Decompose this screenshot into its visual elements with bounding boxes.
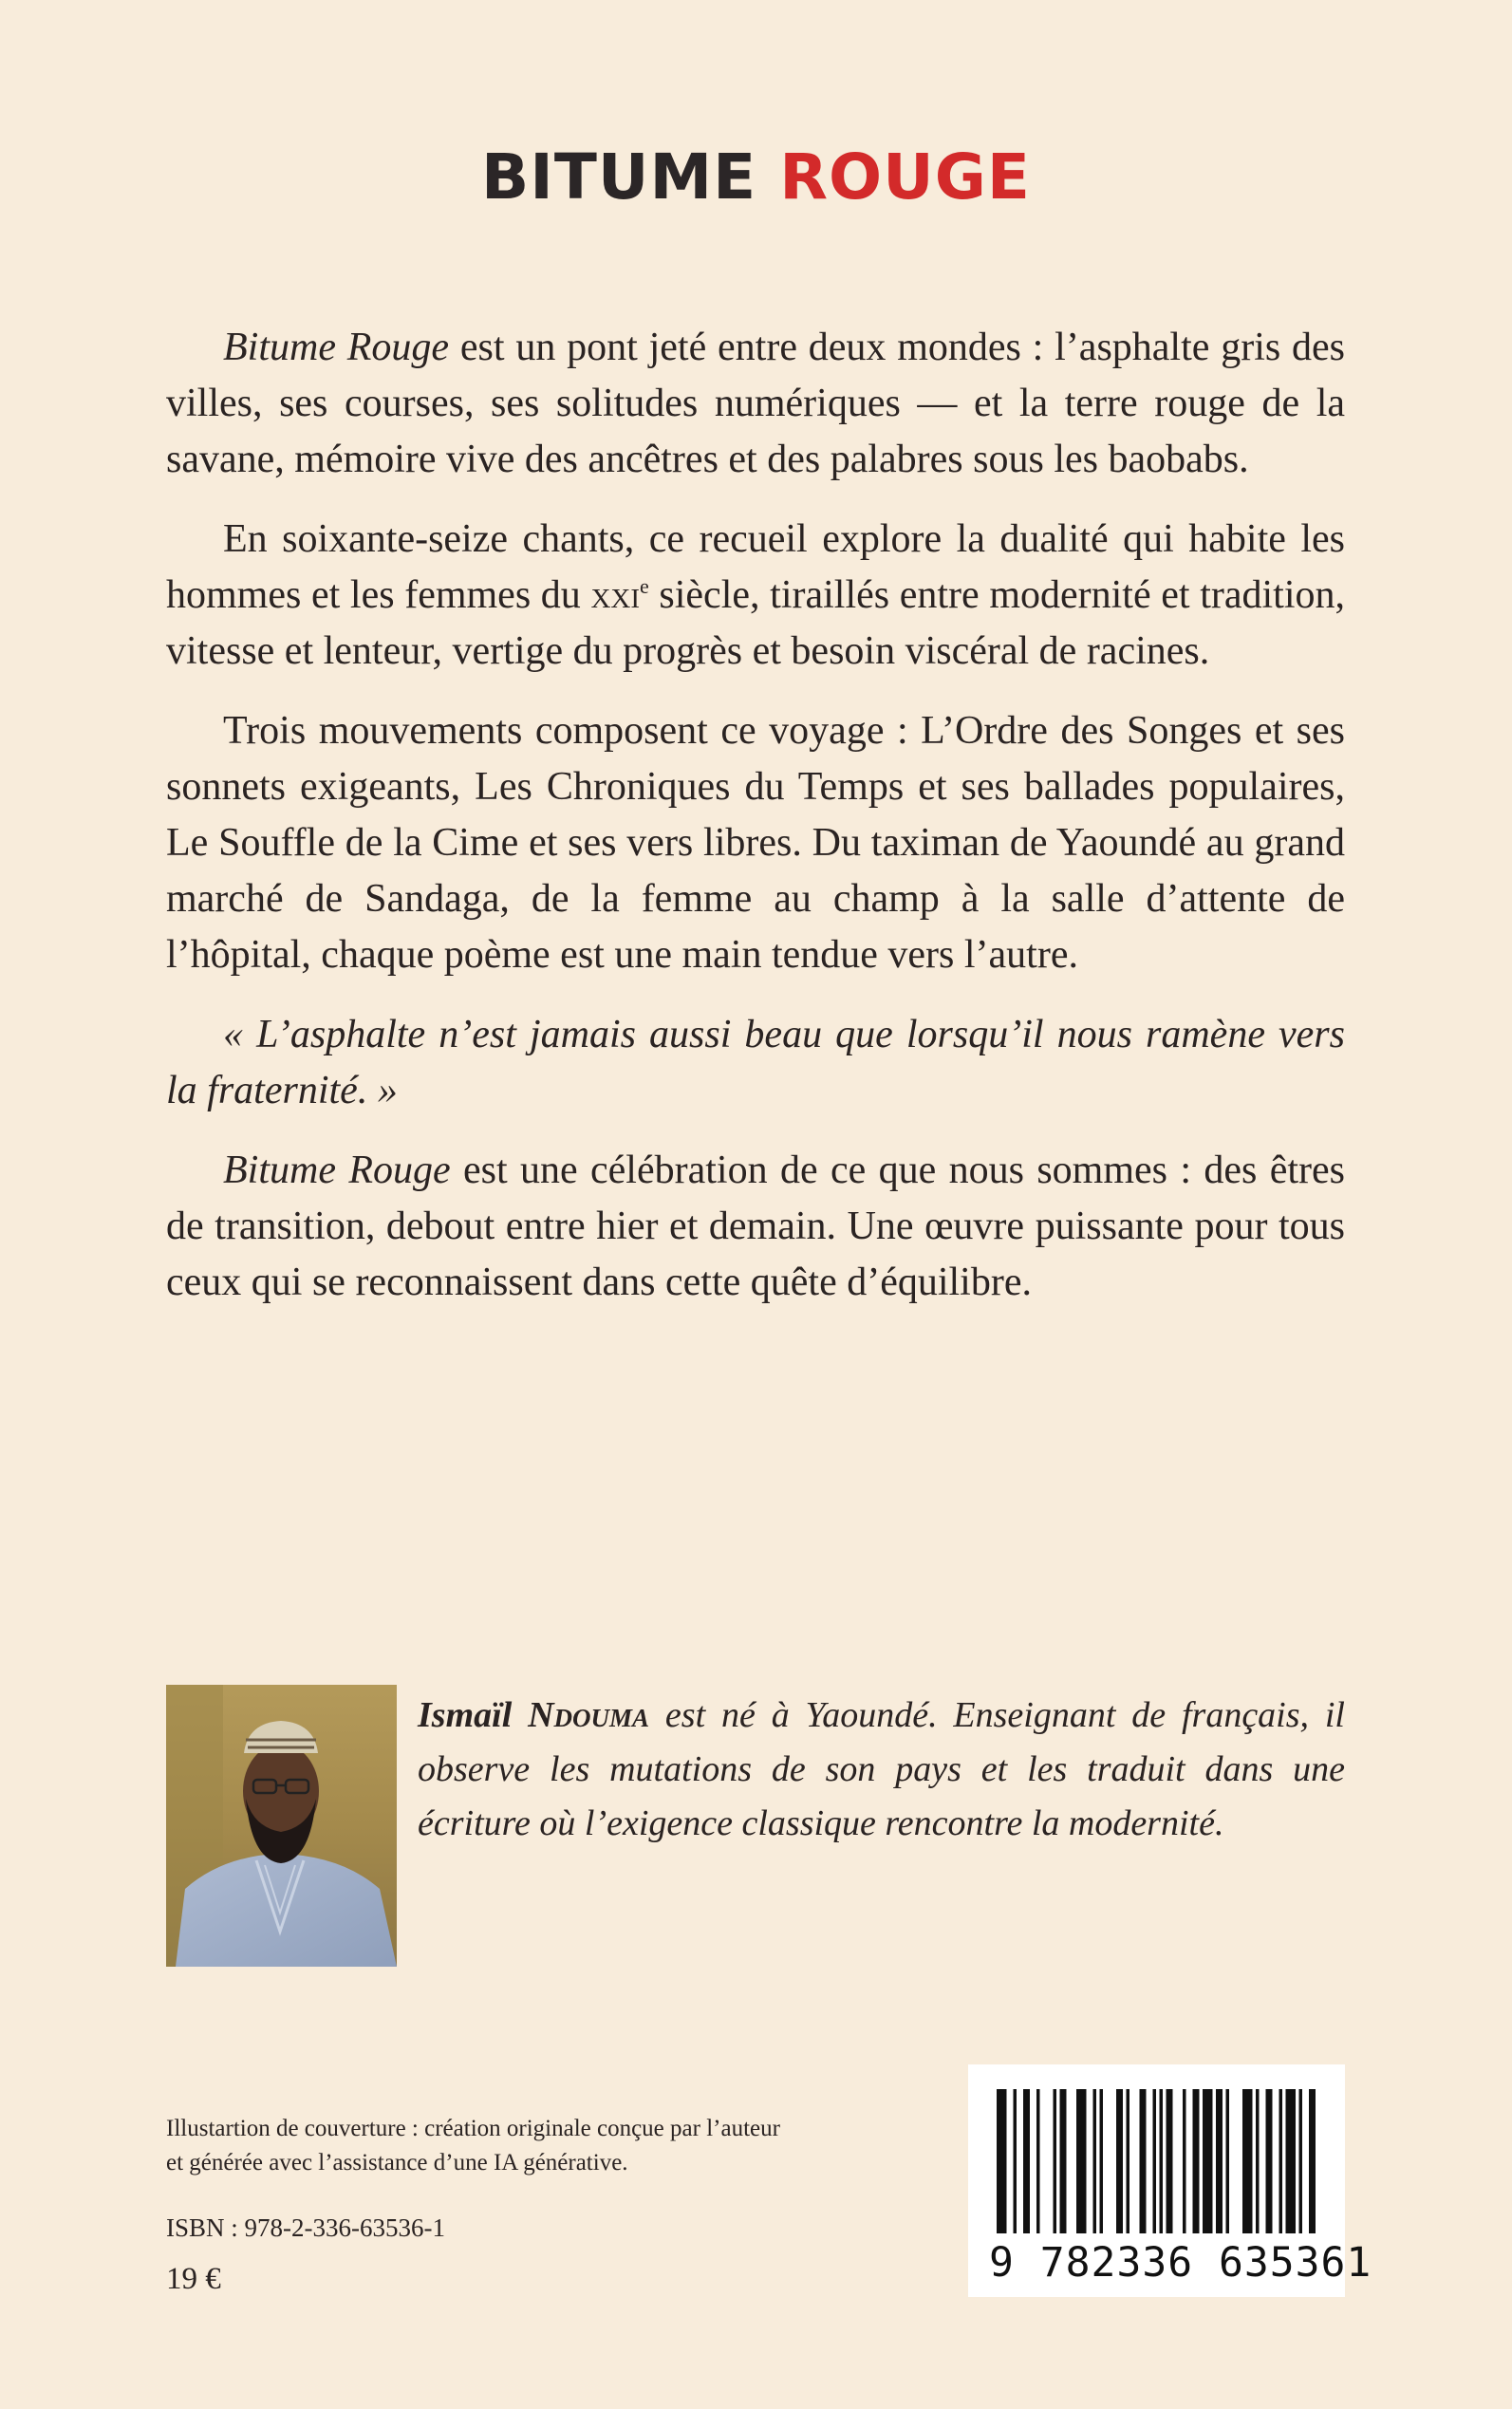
barcode-bar-17 bbox=[1203, 2089, 1213, 2233]
credit-line-1: Illustartion de couverture : création originale conçue par l’auteur bbox=[166, 2116, 780, 2141]
author-bio-text: est né à Yaoundé. Enseignant de français, il observe les mutations de son pays et les traduit dans une écriture où l’exigence classique rencontre la modernité. bbox=[418, 1695, 1345, 1843]
century-numeral: xxi bbox=[590, 573, 640, 617]
cover-illustration-credit bbox=[166, 2112, 831, 2180]
back-cover-blurb bbox=[166, 320, 1345, 1335]
barcode-bar-8 bbox=[1100, 2089, 1104, 2233]
barcode-bar-3 bbox=[1036, 2089, 1040, 2233]
barcode-bar-4 bbox=[1054, 2089, 1057, 2233]
century-superscript: e bbox=[640, 574, 649, 598]
author-last-name: Ndouma bbox=[528, 1695, 650, 1735]
book-title bbox=[0, 140, 1512, 214]
barcode-bar-23 bbox=[1279, 2089, 1283, 2233]
blurb-paragraph-3: Trois mouvements composent ce voyage : L’Ordre des Songes et ses sonnets exigeants, Les Chroniques du Temps et ses ballades populaires, Le Souffle de la Cime et ses vers libres. Du taximan de Yaoundé au grand marché de Sandaga, de la femme au champ à la salle d’attente de l’hôpital, chaque poème est une main tendue vers l’autre. bbox=[166, 709, 1345, 977]
blurb-paragraph-1 bbox=[166, 320, 1345, 488]
blurb-paragraph-2 bbox=[166, 512, 1345, 680]
barcode-bar-10 bbox=[1127, 2089, 1130, 2233]
barcode-bar-5 bbox=[1060, 2089, 1067, 2233]
title-word-rouge: ROUGE bbox=[779, 140, 1031, 214]
barcode-bar-14 bbox=[1167, 2089, 1173, 2233]
barcode-bar-9 bbox=[1116, 2089, 1123, 2233]
barcode-bar-1 bbox=[1014, 2089, 1017, 2233]
blurb-paragraph-1-text: est un pont jeté entre deux mondes : l’asphalte gris des villes, ses courses, ses solitudes numériques — et la terre rouge de la savane, mémoire vive des ancêtres et des palabres sous les baobabs. bbox=[166, 326, 1345, 481]
author-portrait-image bbox=[166, 1685, 397, 1967]
barcode-bar-15 bbox=[1183, 2089, 1186, 2233]
book-name-italic: Bitume Rouge bbox=[223, 326, 450, 369]
barcode-bar-22 bbox=[1266, 2089, 1273, 2233]
barcode-bar-11 bbox=[1140, 2089, 1147, 2233]
blurb-paragraph-2-before: En soixante-seize chants, ce recueil explore la dualité qui habite les hommes et les femmes du bbox=[166, 517, 1345, 617]
title-word-bitume: BITUME bbox=[480, 140, 757, 214]
blurb-paragraph-2-after: siècle, tiraillés entre modernité et tradition, vitesse et lenteur, vertige du progrès et besoin viscéral de racines. bbox=[166, 573, 1345, 673]
barcode-bar-12 bbox=[1153, 2089, 1157, 2233]
blurb-paragraph-5-text: est une célébration de ce que nous sommes : des êtres de transition, debout entre hier et demain. Une œuvre puissante pour tous ceux qui se reconnaissent dans cette quête d’équilibre. bbox=[166, 1148, 1346, 1304]
barcode-bar-7 bbox=[1093, 2089, 1097, 2233]
credit-line-2: et générée avec l’assistance d’une IA générative. bbox=[166, 2150, 628, 2176]
barcode-bar-24 bbox=[1286, 2089, 1297, 2233]
barcode-digits: 9 782336 635361 bbox=[989, 2239, 1372, 2287]
barcode bbox=[968, 2064, 1372, 2297]
isbn-text: ISBN : 978-2-336-63536-1 bbox=[166, 2213, 445, 2242]
book-name-italic: Bitume Rouge bbox=[223, 1148, 451, 1192]
barcode-bar-20 bbox=[1242, 2089, 1253, 2233]
author-bio bbox=[418, 1689, 1345, 1851]
barcode-bar-13 bbox=[1160, 2089, 1164, 2233]
barcode-bar-0 bbox=[997, 2089, 1007, 2233]
barcode-bar-16 bbox=[1193, 2089, 1200, 2233]
author-first-name: Ismaïl bbox=[418, 1695, 513, 1735]
barcode-bar-6 bbox=[1076, 2089, 1087, 2233]
barcode-bar-19 bbox=[1226, 2089, 1230, 2233]
barcode-bar-2 bbox=[1023, 2089, 1030, 2233]
price-text: 19 € bbox=[166, 2262, 221, 2296]
author-photo bbox=[166, 1685, 397, 1967]
barcode-bar-26 bbox=[1309, 2089, 1316, 2233]
barcode-bar-21 bbox=[1256, 2089, 1260, 2233]
blurb-quote: « L’asphalte n’est jamais aussi beau que lorsqu’il nous ramène vers la fraternité. » bbox=[166, 1013, 1345, 1112]
blurb-paragraph-5 bbox=[166, 1143, 1345, 1311]
barcode-bar-25 bbox=[1299, 2089, 1303, 2233]
barcode-bar-18 bbox=[1216, 2089, 1223, 2233]
